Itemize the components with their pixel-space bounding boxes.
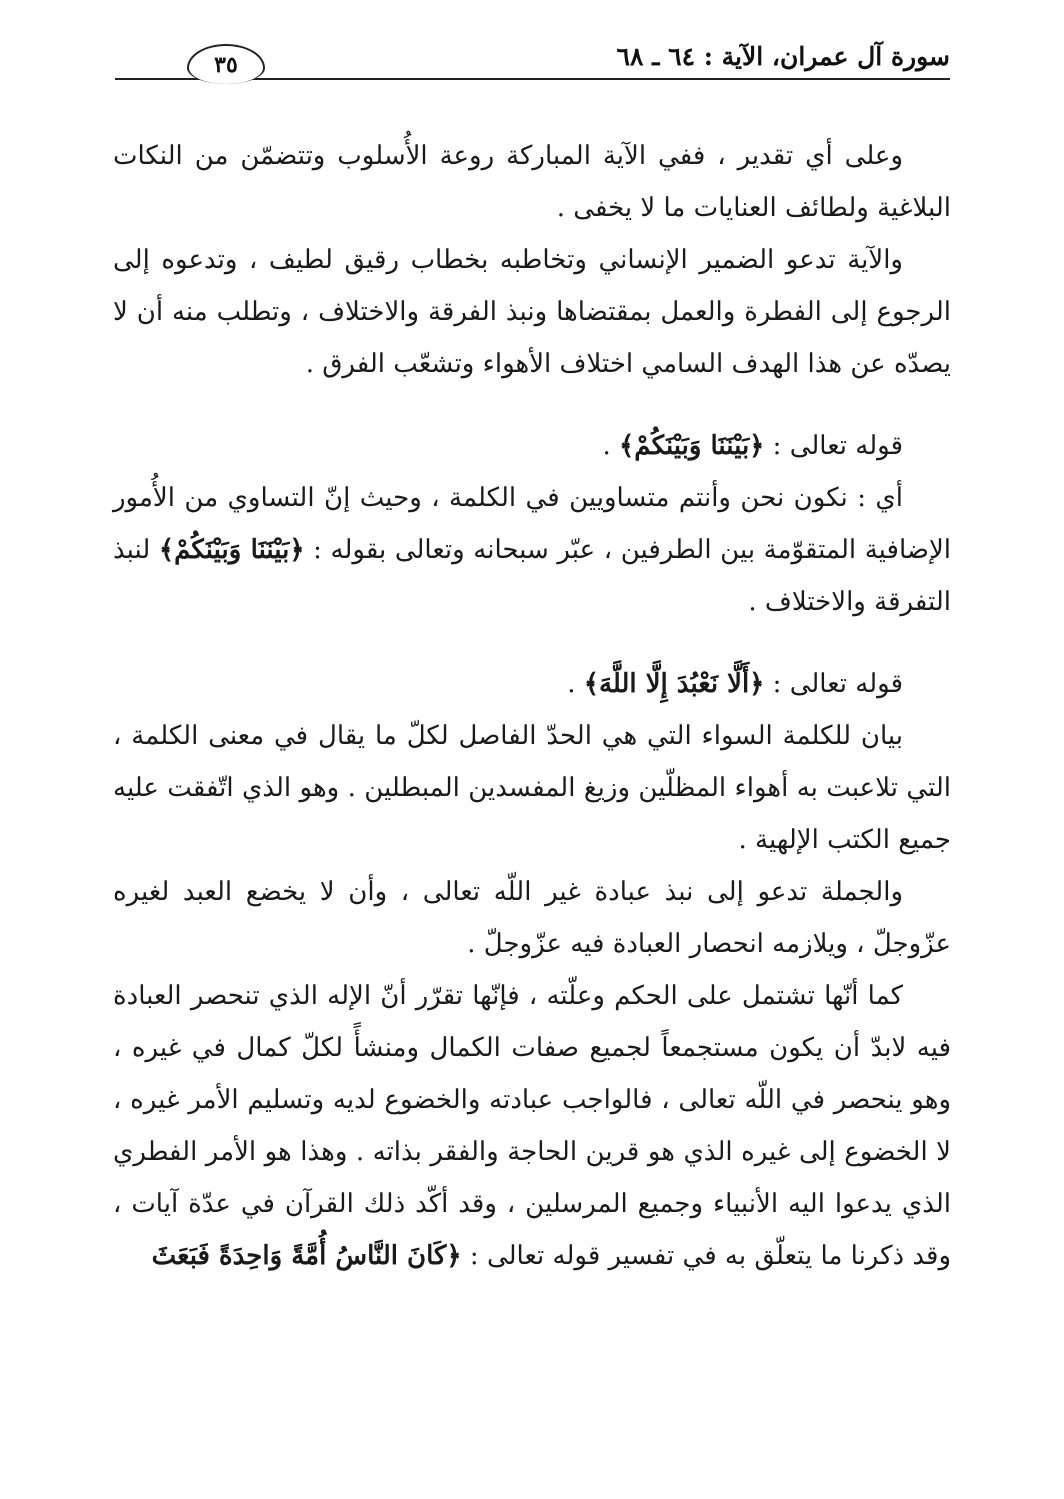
page-header — [115, 40, 950, 84]
paragraph-text: لنبذ التفرقة والاختلاف . — [113, 535, 951, 617]
running-title: سورة آل عمران، الآية : ٦٤ ـ ٦٨ — [616, 42, 950, 71]
quran-quote: ﴿أَلَّا نَعْبُدَ إِلَّا اللَّهَ﴾ — [583, 669, 765, 699]
quran-quote: ﴿بَيْنَنَا وَبَيْنَكُمْ﴾ — [619, 431, 765, 461]
paragraph: والآية تدعو الضمير الإنساني وتخاطبه بخطاب رقيق لطيف ، وتدعوه إلى الرجوع إلى الفطرة والعمل بمقتضاها ونبذ الفرقة والاختلاف ، وتطلب منه أن لا يصدّه عن هذا الهدف السامي اختلاف الأهواء وتشعّب الفرق . — [113, 245, 951, 379]
paragraph-text: أي : نكون نحن وأنتم متساويين في الكلمة ، وحيث إنّ التساوي من الأُمور الإضافية المتقوّمة بين الطرفين ، عبّر سبحانه وتعالى بقوله : — [113, 483, 951, 565]
paragraph — [113, 472, 951, 628]
quran-quote: ﴿بَيْنَنَا وَبَيْنَكُمْ﴾ — [158, 535, 305, 565]
quran-quote: ﴿كَانَ النَّاسُ أُمَّةً وَاحِدَةً فَبَعَثَ — [151, 1241, 462, 1271]
paragraph-text: كما أنّها تشتمل على الحكم وعلّته ، فإنّها تقرّر أنّ الإله الذي تنحصر العبادة فيه لابدّ أن يكون مستجمعاً لجميع صفات الكمال ومنشأً لكلّ كمال في غيره ، وهو ينحصر في اللّه تعالى ، فالواجب عبادته والخضوع لديه وتسليم الأمر غيره ، لا الخضوع إلى غيره الذي هو قرين الحاجة والفقر بذاته . وهذا هو الأمر الفطري الذي يدعوا اليه الأنبياء وجميع المرسلين ، وقد أكّد ذلك القرآن في عدّة آيات ، وقد ذكرنا ما يتعلّق به في تفسير قوله تعالى : — [113, 981, 951, 1271]
page-number: ٣٥ — [187, 44, 265, 84]
verse-heading — [113, 658, 951, 710]
body-text — [113, 130, 951, 1282]
paragraph — [113, 970, 951, 1282]
verse-heading — [113, 420, 951, 472]
heading-lead: قوله تعالى : — [764, 669, 903, 699]
heading-end: . — [567, 669, 584, 699]
heading-end: . — [602, 431, 620, 461]
paragraph: وعلى أي تقدير ، ففي الآية المباركة روعة الأُسلوب وتتضمّن من النكات البلاغية ولطائف العنايات ما لا يخفى . — [113, 141, 951, 223]
paragraph: بيان للكلمة السواء التي هي الحدّ الفاصل لكلّ ما يقال في معنى الكلمة ، التي تلاعبت به أهواء المظلّين وزيغ المفسدين المبطلين . وهو الذي اتّفقت عليه جميع الكتب الإلهية . — [113, 721, 951, 855]
paragraph: والجملة تدعو إلى نبذ عبادة غير اللّه تعالى ، وأن لا يخضع العبد لغيره عزّوجلّ ، ويلازمه انحصار العبادة فيه عزّوجلّ . — [113, 877, 951, 959]
heading-lead: قوله تعالى : — [764, 431, 903, 461]
